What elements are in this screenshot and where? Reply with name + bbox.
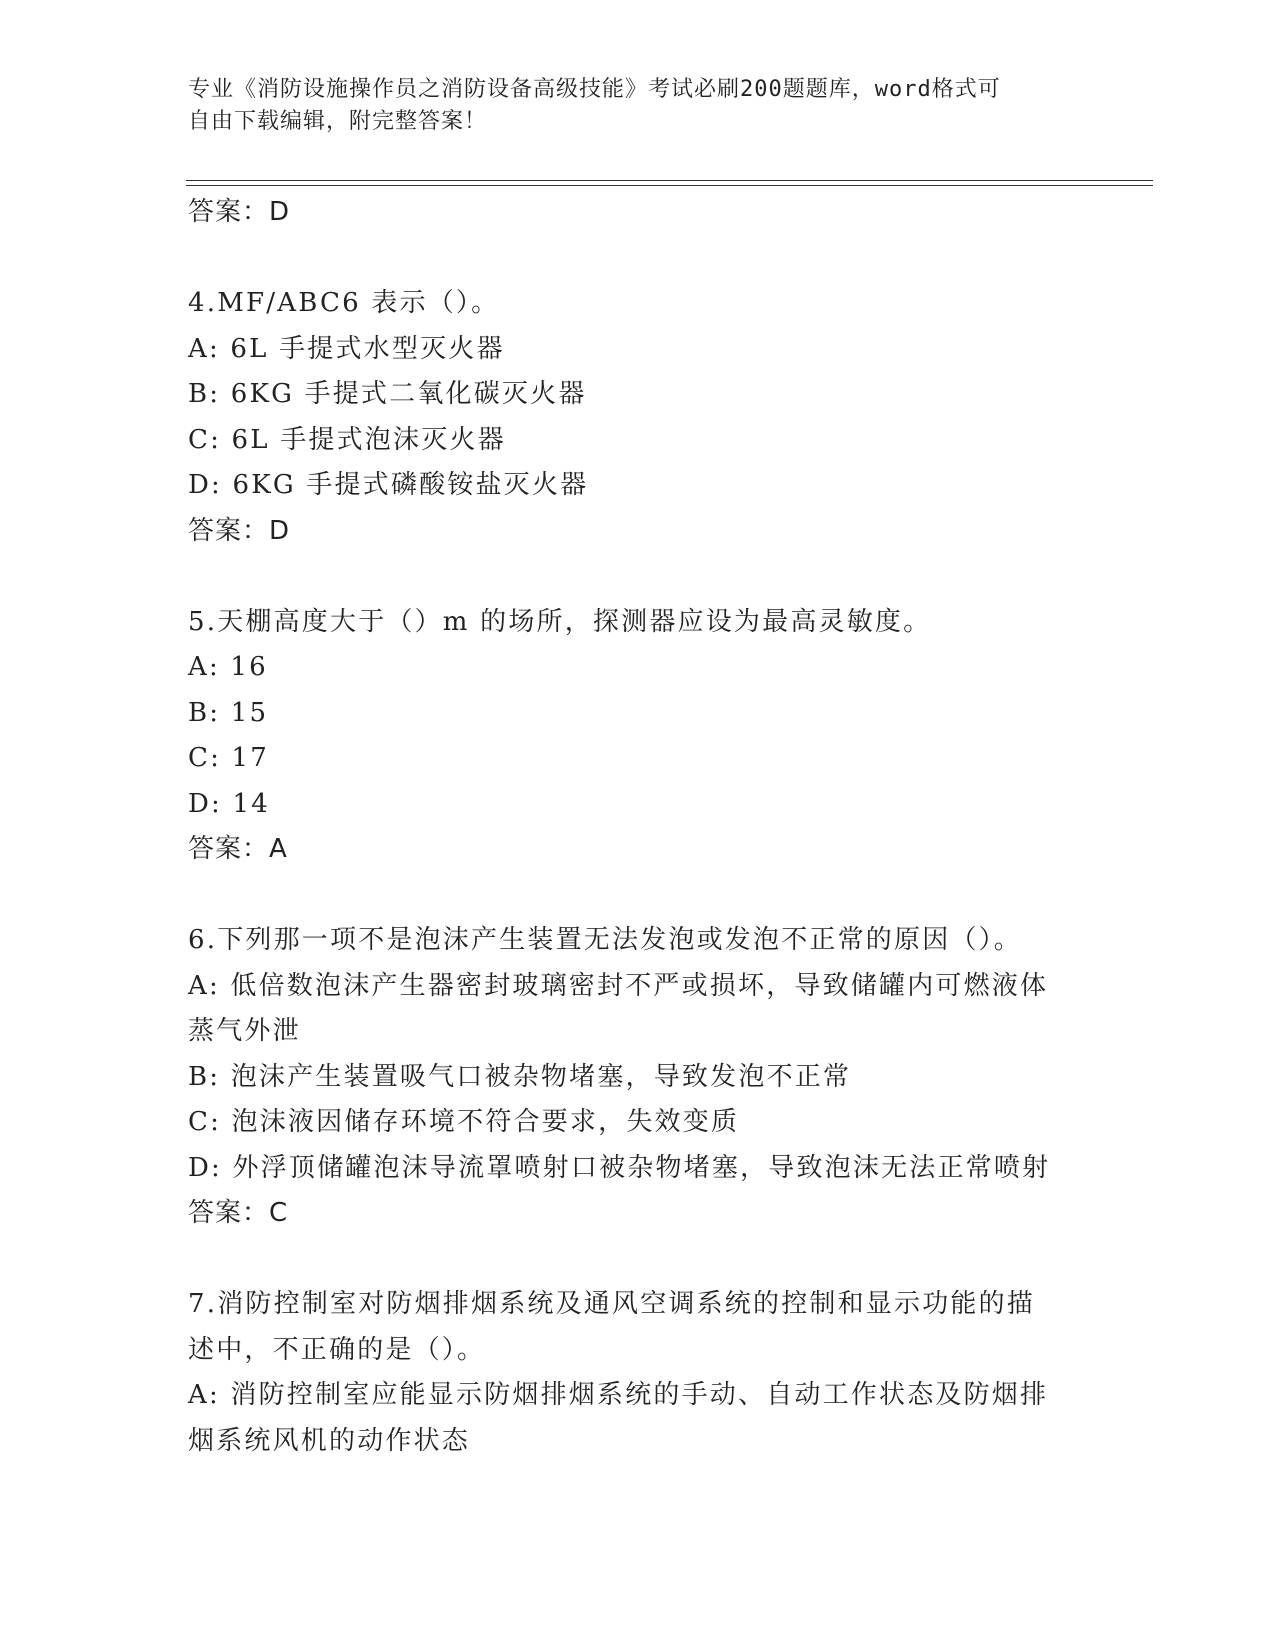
option-a-continued: 蒸气外泄	[188, 1016, 301, 1046]
option-c: C: 17	[188, 743, 270, 773]
question-block	[188, 600, 1088, 873]
option-a: A: 16	[188, 652, 268, 682]
option-d: D: 14	[188, 788, 270, 819]
option-a: A: 6L 手提式水型灭火器	[188, 333, 505, 364]
option-d: D: 6KG 手提式磷酸铵盐灭火器	[188, 470, 589, 500]
option-a-continued: 烟系统风机的动作状态	[188, 1425, 471, 1456]
answer-line: 答案：D	[188, 515, 291, 546]
question-stem: 6.下列那一项不是泡沫产生装置无法发泡或发泡不正常的原因（）。	[188, 925, 1023, 955]
header-divider-top	[186, 180, 1153, 181]
answer-line: 答案：A	[188, 834, 288, 864]
option-d: D: 外浮顶储罐泡沫导流罩喷射口被杂物堵塞，导致泡沫无法正常喷射	[188, 1152, 1051, 1183]
answer-line: 答案：C	[188, 1198, 289, 1228]
option-a: A: 低倍数泡沫产生器密封玻璃密封不严或损坏，导致储罐内可燃液体	[188, 970, 1049, 1001]
question-block	[188, 918, 1088, 1237]
question-stem: 7.消防控制室对防烟排烟系统及通风空调系统的控制和显示功能的描	[188, 1289, 1036, 1319]
question-stem: 5.天棚高度大于（）m 的场所，探测器应设为最高灵敏度。	[188, 606, 932, 637]
spacer	[188, 1237, 1088, 1283]
question-block	[188, 1282, 1088, 1464]
header-divider-bottom	[186, 185, 1153, 186]
question-block	[188, 281, 1088, 554]
option-b: B: 6KG 手提式二氧化碳灭火器	[188, 379, 587, 409]
question-stem-continued: 述中，不正确的是（）。	[188, 1334, 486, 1365]
option-c: C: 泡沫液因储存环境不符合要求，失效变质	[188, 1107, 740, 1137]
answer-line: 答案：D	[188, 197, 291, 227]
spacer	[188, 236, 1088, 282]
spacer	[188, 554, 1088, 600]
option-c: C: 6L 手提式泡沫灭火器	[188, 424, 506, 455]
header-line-1: 专业《消防设施操作员之消防设备高级技能》考试必刷200题题库，word格式可	[188, 77, 1001, 102]
header-line-2: 自由下载编辑，附完整答案！	[188, 109, 488, 134]
spacer	[188, 873, 1088, 919]
question-stem: 4.MF/ABC6 表示（）。	[188, 288, 500, 318]
option-b: B: 15	[188, 697, 269, 728]
question-list	[188, 190, 1088, 1464]
document-header	[188, 74, 1068, 138]
option-b: B: 泡沫产生装置吸气口被杂物堵塞，导致发泡不正常	[188, 1061, 852, 1092]
option-a: A: 消防控制室应能显示防烟排烟系统的手动、自动工作状态及防烟排	[188, 1380, 1049, 1410]
